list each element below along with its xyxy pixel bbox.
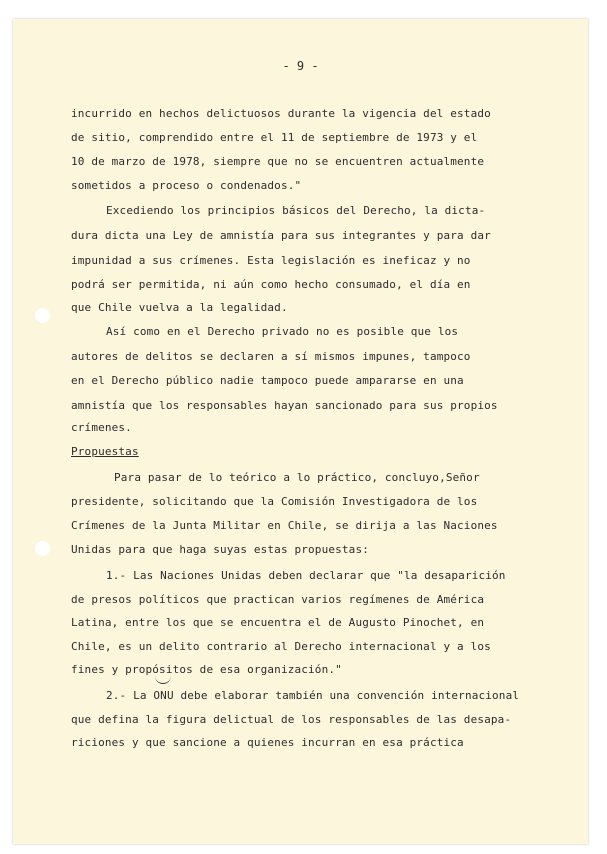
text-line: dura dicta una Ley de amnistía para sus integrantes y para dar [71,229,491,242]
text-line: que Chile vuelva a la legalidad. [71,301,288,314]
text-line: Excediendo los principios básicos del Derecho, la dicta- [106,204,486,217]
text-line: Unidas para que haga suyas estas propuestas: [71,543,369,556]
text-line: que defina la figura delictual de los responsables de las desapa- [71,713,512,726]
text-line: 2.- La ONU debe elaborar también una convención internacional [106,689,520,702]
text-line: 10 de marzo de 1978, siempre que no se encuentren actualmente [71,155,485,168]
text-line: autores de delitos se declaren a sí mismos impunes, tampoco [71,350,471,363]
document-page [13,19,588,844]
section-heading: Propuestas [71,445,139,458]
text-line: fines y propósitos de esa organización." [71,663,342,676]
text-line: incurrido en hechos delictuosos durante la vigencia del estado [71,107,491,120]
text-line: de sitio, comprendido entre el 11 de septiembre de 1973 y el [71,131,478,144]
punch-hole-bottom [35,541,50,556]
text-line: Latina, entre los que se encuentra el de Augusto Pinochet, en [71,616,485,629]
text-line: presidente, solicitando que la Comisión Investigadora de los [71,495,478,508]
page-number: - 9 - [282,59,319,73]
text-line: crímenes. [71,421,132,434]
text-line: Para pasar de lo teórico a lo práctico, concluyo,Señor [114,471,480,484]
punch-hole-top [35,308,50,323]
text-line: 1.- Las Naciones Unidas deben declarar que "la desaparición [106,569,506,582]
text-line: sometidos a proceso o condenados." [71,179,302,192]
text-line: en el Derecho público nadie tampoco puede ampararse en una [71,374,464,387]
text-line: amnistía que los responsables hayan sancionado para sus propios [71,399,498,412]
text-line: Chile, es un delito contrario al Derecho internacional y a los [71,640,491,653]
text-line: Así como en el Derecho privado no es posible que los [106,325,459,338]
text-line: podrá ser permitida, ni aún como hecho consumado, el día en [71,278,471,291]
text-line: Crímenes de la Junta Militar en Chile, se dirija a las Naciones [71,519,498,532]
text-line: impunidad a sus crímenes. Esta legislación es ineficaz y no [71,254,471,267]
text-line: riciones y que sancione a quienes incurran en esa práctica [71,736,464,749]
text-line: de presos políticos que practican varios regímenes de América [71,593,485,606]
handwritten-correction-mark [155,673,171,684]
